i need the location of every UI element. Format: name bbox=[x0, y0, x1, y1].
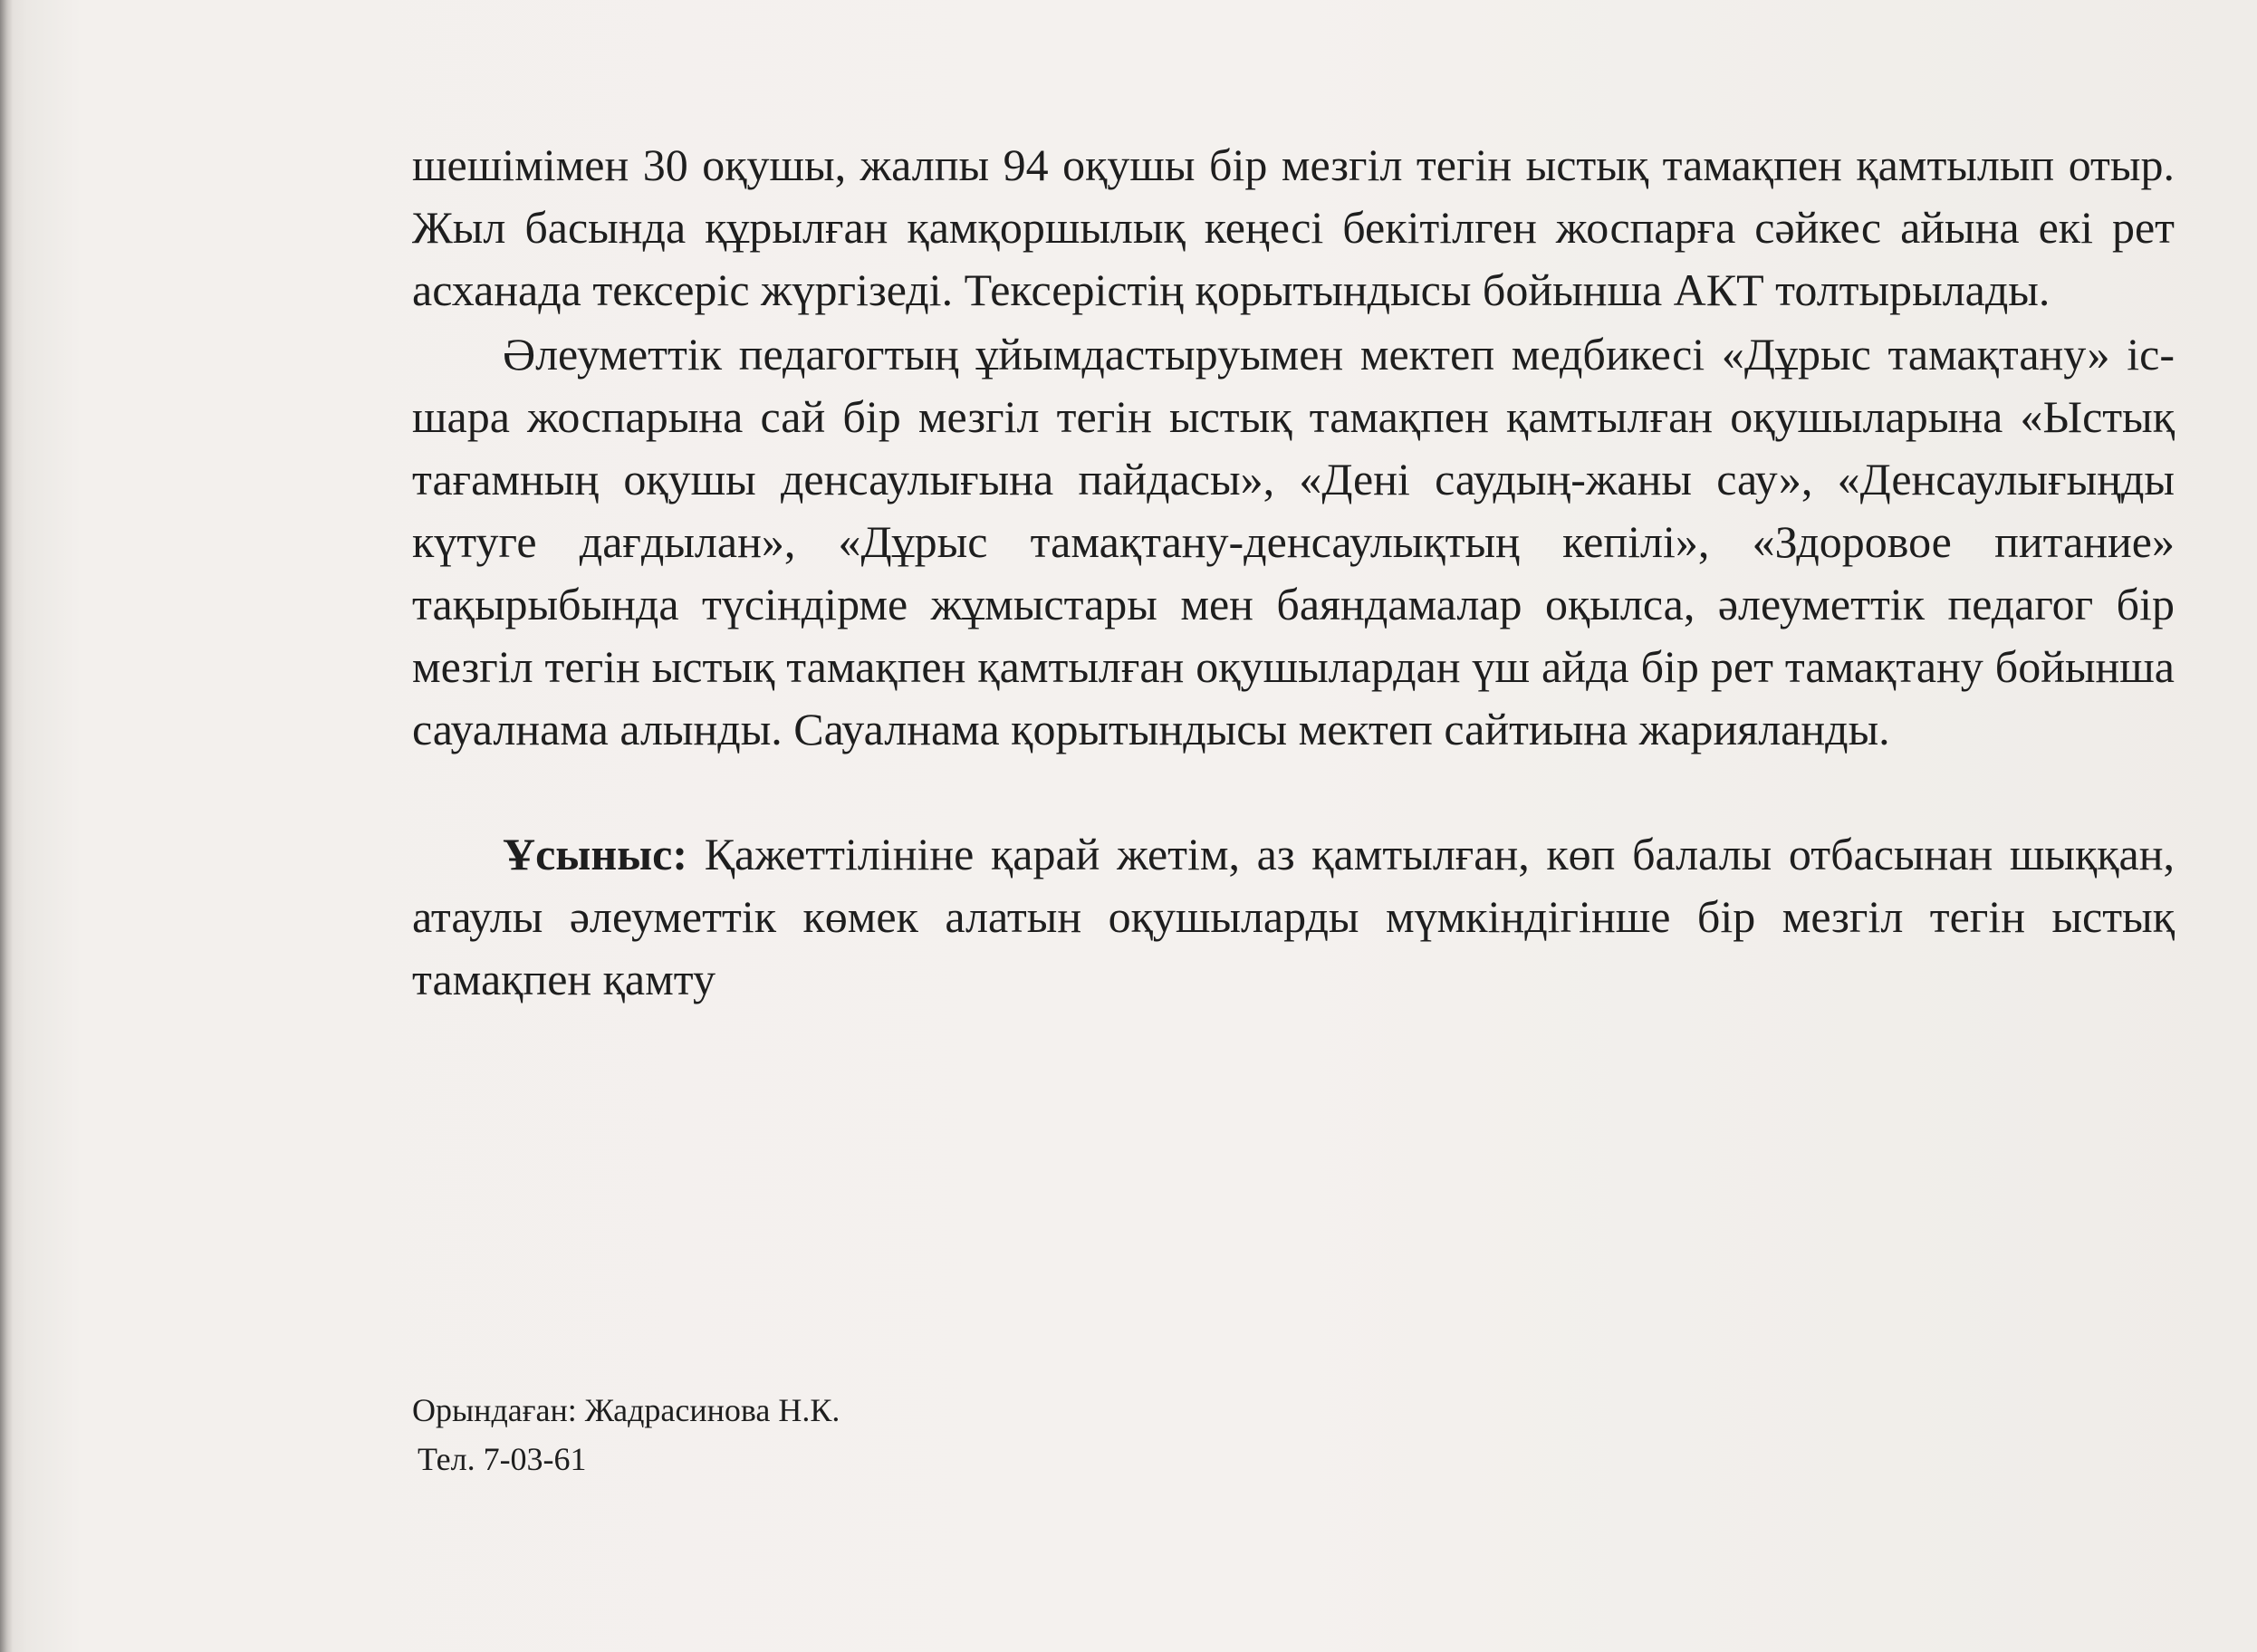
phone-number: Тел. 7-03-61 bbox=[418, 1441, 587, 1477]
paragraph-meals-coverage: шешімімен 30 оқушы, жалпы 94 оқушы бір мезгіл тегін ыстық тамақпен қамтылып отыр. Жыл басында құрылған қамқоршылық кеңесі бекітілген жоспарға сәйкес айына екі рет асханада тексеріс жүргізеді. Тексерістің қорытындысы бойынша АКТ толтырылады. bbox=[412, 139, 2175, 315]
author-name: Орындаған: Жадрасинова Н.К. bbox=[412, 1392, 840, 1428]
paragraph-healthy-eating-events: Әлеуметтік педагогтың ұйымдастыруымен мектеп медбикесі «Дұрыс тамақтану» іс-шара жоспарына сай бір мезгіл тегін ыстық тамақпен қамтылған оқушыларына «Ыстық тағамның оқушы денсаулығына пайдасы», «Дені саудың-жаны сау», «Денсаулығыңды күтуге дағдылан», «Дұрыс тамақтану-денсаулықтың кепілі», «Здоровое питание» тақырыбында түсіндірме жұмыстары мен баяндамалар оқылса, әлеуметтік педагог бір мезгіл тегін ыстық тамақпен қамтылған оқушылардан үш айда бір рет тамақтану бойынша сауалнама алынды. Сауалнама қорытындысы мектеп сайтиына жарияланды. bbox=[412, 329, 2175, 754]
document-body bbox=[412, 134, 2175, 1011]
paragraph-spacer bbox=[412, 761, 2175, 823]
recommendation-text: Қажеттілініне қарай жетім, аз қамтылған, көп балалы отбасынан шыққан, атаулы әлеуметтік көмек алатын оқушыларды мүмкіндігінше бір мезгіл тегін ыстық тамақпен қамту bbox=[412, 829, 2175, 1004]
recommendation-label: Ұсыныс: bbox=[503, 829, 688, 879]
signature-block bbox=[412, 1386, 840, 1484]
paragraph-recommendation bbox=[412, 823, 2175, 1011]
page-edge-shadow bbox=[0, 0, 13, 1652]
